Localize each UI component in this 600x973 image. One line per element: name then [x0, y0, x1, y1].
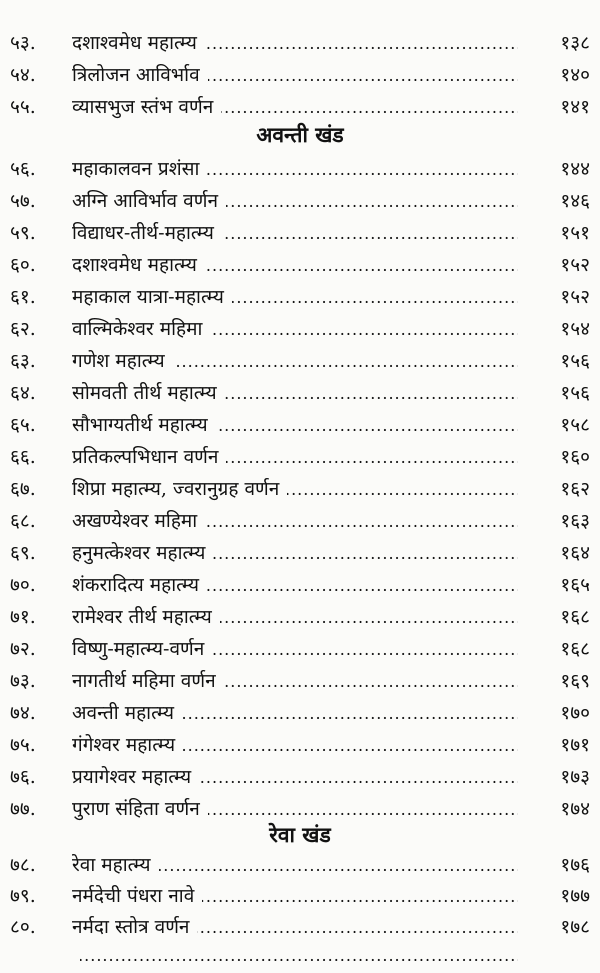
entry-number: ८०. — [10, 916, 36, 938]
dot-leader — [72, 186, 518, 217]
dot-leader — [72, 378, 518, 409]
entry-page-number: १६५ — [560, 574, 590, 596]
entry-title: रामेश्वर तीर्थ महात्म्य — [72, 606, 220, 628]
entry-page-number: १७० — [560, 702, 590, 724]
toc-entry — [0, 28, 600, 59]
toc-entry — [0, 410, 600, 441]
entry-title: अवन्ती महात्म्य — [72, 702, 182, 724]
toc-entry — [0, 762, 600, 793]
section-heading: रेवा खंड — [269, 822, 331, 847]
entry-number: ६९. — [10, 542, 36, 564]
entry-title: महाकाल यात्रा-महात्म्य — [72, 286, 232, 308]
toc-entry — [0, 666, 600, 697]
entry-page-number: १६८ — [560, 606, 590, 628]
entry-number: ५४. — [10, 64, 36, 86]
toc-entry — [0, 60, 600, 91]
entry-page-number: १७८ — [560, 916, 590, 938]
entry-title: सौभाग्यतीर्थ महात्म्य — [72, 414, 216, 436]
entry-title: शंकरादित्य महात्म्य — [72, 574, 207, 596]
dot-leader — [72, 538, 518, 569]
toc-entry — [0, 912, 600, 943]
dot-leader — [72, 154, 518, 185]
entry-page-number: १७४ — [560, 798, 590, 820]
dot-leader — [72, 506, 518, 537]
entry-title: अखण्येश्वर महिमा — [72, 510, 205, 532]
toc-entry — [0, 92, 600, 123]
dot-leader — [72, 218, 518, 249]
entry-number: ६८. — [10, 510, 36, 532]
entry-title: महाकालवन प्रशंसा — [72, 158, 207, 180]
entry-number: ७७. — [10, 798, 36, 820]
entry-page-number: १५१ — [560, 222, 590, 244]
entry-page-number: १४१ — [560, 96, 590, 118]
dot-leader — [72, 698, 518, 729]
dot-leader — [72, 602, 518, 633]
entry-number: ७३. — [10, 670, 36, 692]
entry-page-number: १६० — [560, 446, 590, 468]
dot-leader — [72, 850, 518, 881]
entry-page-number: १७७ — [560, 885, 590, 907]
section-heading: अवन्ती खंड — [256, 122, 344, 147]
entry-number: ७५. — [10, 734, 36, 756]
entry-page-number: १६४ — [560, 542, 590, 564]
dot-leader — [72, 634, 518, 665]
dot-leader — [72, 28, 518, 59]
dot-leader — [72, 881, 518, 912]
entry-number: ७१. — [10, 606, 36, 628]
entry-title: प्रतिकल्पभिधान वर्णन — [72, 446, 226, 468]
entry-title: विद्याधर-तीर्थ-महात्म्य — [72, 222, 222, 244]
toc-entry — [0, 698, 600, 729]
entry-title: नर्मदेची पंधरा नावे — [72, 885, 202, 907]
entry-title: व्यासभुज स्तंभ वर्णन — [72, 96, 221, 118]
entry-page-number: १७३ — [560, 766, 590, 788]
entry-number: ५७. — [10, 190, 36, 212]
toc-entry — [0, 346, 600, 377]
entry-page-number: १५६ — [560, 350, 590, 372]
entry-number: ६०. — [10, 254, 36, 276]
toc-entry — [0, 442, 600, 473]
entry-number: ७०. — [10, 574, 36, 596]
entry-number: ७८. — [10, 854, 36, 876]
toc-entry — [0, 186, 600, 217]
entry-page-number: १७६ — [560, 854, 590, 876]
entry-title: नर्मदा स्तोत्र वर्णन — [72, 916, 197, 938]
entry-number: ७२. — [10, 638, 36, 660]
entry-title: दशाश्वमेध महात्म्य — [72, 32, 205, 54]
entry-number: ६२. — [10, 318, 36, 340]
dot-leader — [72, 282, 518, 313]
toc-entry — [0, 730, 600, 761]
dot-leader — [72, 730, 518, 761]
toc-entry — [0, 314, 600, 345]
entry-number: ७४. — [10, 702, 36, 724]
entry-number: ६५. — [10, 414, 36, 436]
dot-leader — [72, 570, 518, 601]
toc-entry — [0, 881, 600, 912]
entry-title: अग्नि आविर्भाव वर्णन — [72, 190, 226, 212]
entry-title: वाल्मिकेश्वर महिमा — [72, 318, 210, 340]
toc-entry — [0, 602, 600, 633]
dot-leader — [72, 410, 518, 441]
entry-page-number: १४४ — [560, 158, 590, 180]
entry-page-number: १५२ — [560, 254, 590, 276]
toc-entry — [0, 940, 600, 971]
entry-page-number: १५४ — [560, 318, 590, 340]
entry-number: ५६. — [10, 158, 36, 180]
toc-entry — [0, 474, 600, 505]
entry-title: रेवा महात्म्य — [72, 854, 159, 876]
toc-entry — [0, 570, 600, 601]
toc-entry — [0, 218, 600, 249]
entry-page-number: १४६ — [560, 190, 590, 212]
entry-page-number: १६८ — [560, 638, 590, 660]
entry-title: गंगेश्वर महात्म्य — [72, 734, 183, 756]
entry-number: ५३. — [10, 32, 36, 54]
dot-leader — [72, 474, 518, 505]
dot-leader — [72, 940, 518, 971]
toc-entry — [0, 154, 600, 185]
entry-page-number: १६३ — [560, 510, 590, 532]
entry-page-number: १६२ — [560, 478, 590, 500]
entry-number: ५५. — [10, 96, 36, 118]
dot-leader — [72, 314, 518, 345]
entry-title: हनुमत्केश्वर महात्म्य — [72, 542, 213, 564]
dot-leader — [72, 912, 518, 943]
toc-entry — [0, 378, 600, 409]
entry-page-number: १६९ — [560, 670, 590, 692]
entry-number: ६६. — [10, 446, 36, 468]
entry-number: ७९. — [10, 885, 36, 907]
dot-leader — [72, 762, 518, 793]
dot-leader — [72, 250, 518, 281]
toc-entry — [0, 282, 600, 313]
entry-title: गणेश महात्म्य — [72, 350, 173, 372]
entry-title: प्रयागेश्वर महात्म्य — [72, 766, 199, 788]
entry-title: नागतीर्थ महिमा वर्णन — [72, 670, 224, 692]
dot-leader — [72, 442, 518, 473]
entry-title: विष्णु-महात्म्य-वर्णन — [72, 638, 212, 660]
entry-page-number: १५२ — [560, 286, 590, 308]
entry-page-number: १५६ — [560, 382, 590, 404]
entry-title: सोमवती तीर्थ महात्म्य — [72, 382, 225, 404]
entry-number: ६४. — [10, 382, 36, 404]
entry-title — [72, 944, 80, 966]
entry-title: त्रिलोजन आविर्भाव — [72, 64, 208, 86]
toc-entry — [0, 506, 600, 537]
entry-title: दशाश्वमेध महात्म्य — [72, 254, 205, 276]
entry-number: ६३. — [10, 350, 36, 372]
dot-leader — [72, 60, 518, 91]
entry-page-number: १७१ — [560, 734, 590, 756]
entry-title: पुराण संहिता वर्णन — [72, 798, 208, 820]
dot-leader — [72, 666, 518, 697]
entry-number: ६१. — [10, 286, 36, 308]
dot-leader — [72, 92, 518, 123]
toc-entry — [0, 634, 600, 665]
entry-page-number: १३८ — [560, 32, 590, 54]
entry-number: ५९. — [10, 222, 36, 244]
entry-title: शिप्रा महात्म्य, ज्वरानुग्रह वर्णन — [72, 478, 287, 500]
entry-page-number: १५८ — [560, 414, 590, 436]
entry-page-number: १४० — [560, 64, 590, 86]
dot-leader — [72, 346, 518, 377]
toc-entry — [0, 250, 600, 281]
entry-number: ७६. — [10, 766, 36, 788]
entry-number: ६७. — [10, 478, 36, 500]
toc-entry — [0, 850, 600, 881]
toc-entry — [0, 538, 600, 569]
